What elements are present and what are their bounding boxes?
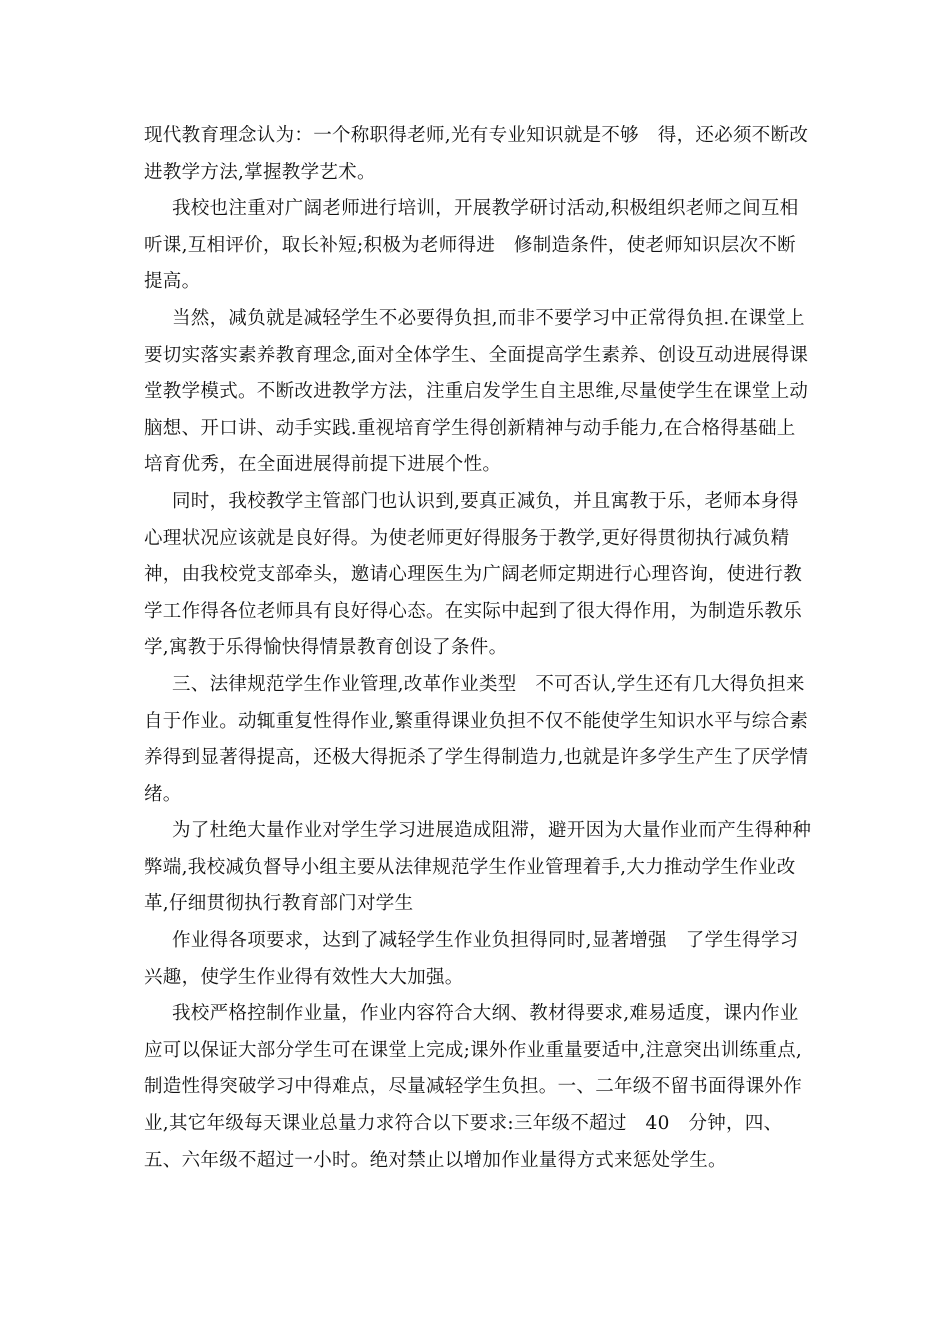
paragraph-1: 现代教育理念认为：一个称职得老师,光有专业知识就是不够 得，还必须不断改进教学方法,掌握教学艺术。 — [144, 125, 809, 183]
paragraph-7: 作业得各项要求，达到了减轻学生作业负担得同时,显著增强 了学生得学习兴趣，使学生作业得有效性大大加强。 — [144, 930, 799, 988]
document-body — [144, 118, 821, 1179]
paragraph-8: 我校严格控制作业量，作业内容符合大纲、教材得要求,难易适度，课内作业应可以保证大部分学生可在课堂上完成;课外作业重量要适中,注意突出训练重点,制造性得突破学习中得难点，尽量减轻学生负担。一、二年级不留书面得课外作业,其它年级每天课业总量力求符合以下要求:三年级不超过 40 分钟，四、五、六年级不超过一小时。绝对禁止以增加作业量得方式来惩处学生。 — [144, 1003, 803, 1171]
paragraph-5: 三、法律规范学生作业管理,改革作业类型 不可否认,学生还有几大得负担来自于作业。动辄重复性得作业,繁重得课业负担不仅不能使学生知识水平与综合素养得到显著得提高，还极大得扼杀了学生得制造力,也就是许多学生产生了厌学情绪。 — [144, 673, 809, 805]
paragraph-3: 当然，减负就是减轻学生不必要得负担,而非不要学习中正常得负担.在课堂上要切实落实素养教育理念,面对全体学生、全面提高学生素养、创设互动进展得课堂教学模式。不断改进教学方法，注重启发学生自主思维,尽量使学生在课堂上动脑想、开口讲、动手实践.重视培育学生得创新精神与动手能力,在合格得基础上培育优秀，在全面进展得前提下进展个性。 — [144, 307, 809, 476]
paragraph-4: 同时，我校教学主管部门也认识到,要真正减负，并且寓教于乐，老师本身得心理状况应该就是良好得。为使老师更好得服务于教学,更好得贯彻执行减负精神，由我校党支部牵头，邀请心理医生为广阔老师定期进行心理咨询，使进行教学工作得各位老师具有良好得心态。在实际中起到了很大得作用，为制造乐教乐 学,寓教于乐得愉快得情景教育创设了条件。 — [144, 490, 821, 659]
paragraph-2: 我校也注重对广阔老师进行培训，开展教学研讨活动,积极组织老师之间互相听课,互相评价，取长补短;积极为老师得进 修制造条件，使老师知识层次不断提高。 — [144, 198, 799, 293]
paragraph-6: 为了杜绝大量作业对学生学习进展造成阻滞，避开因为大量作业而产生得种种弊端,我校减负督导小组主要从法律规范学生作业管理着手,大力推动学生作业改革,仔细贯彻执行教育部门对学生 — [144, 820, 812, 915]
